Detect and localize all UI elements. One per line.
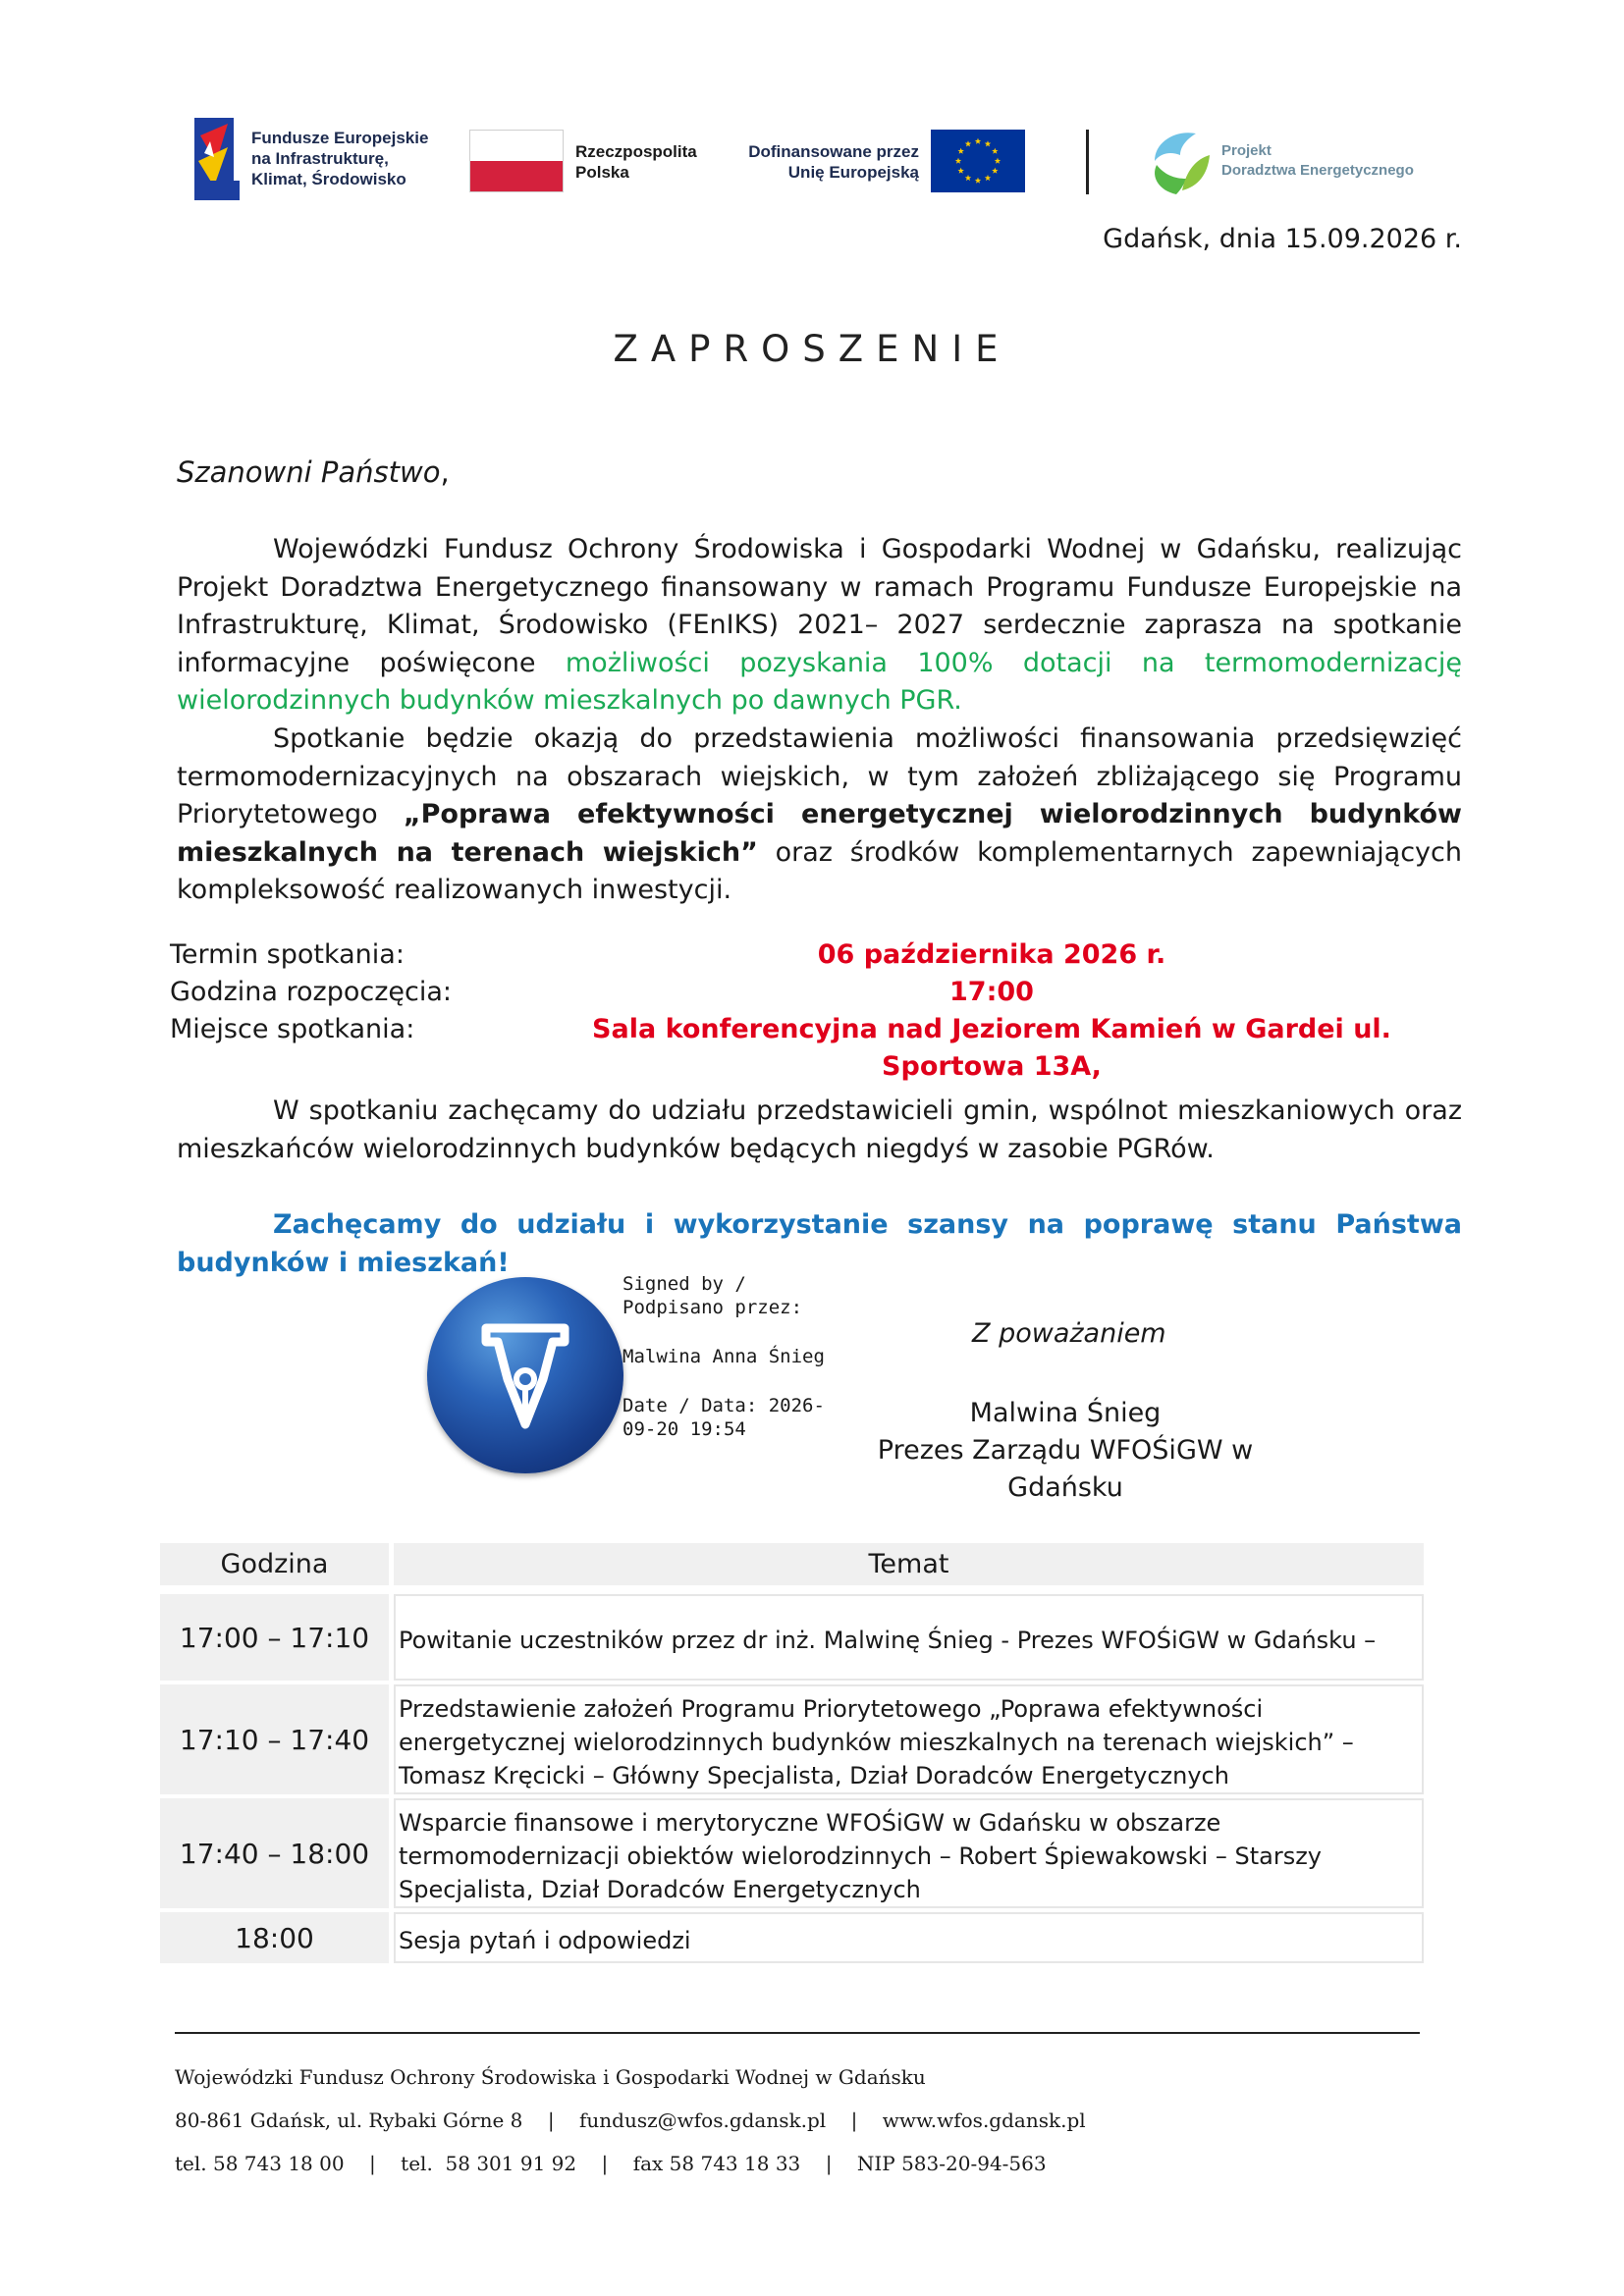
paragraph-invitation-lead: Wojewódzki Fundusz Ochrony Środowiska i Gospodarki Wodnej w Gdańsku, realizując Projekt Doradztwa Energetycznego finansowany w ramach Programu Fundusze Europejskie na Infrastrukturę, Klimat, Środowisko (FEnIKS) 2021– 2027 serdecznie zaprasza na spotkanie informacyjne poświęcone <box>177 534 1462 678</box>
eu-logo <box>736 130 1031 194</box>
pde-logo <box>1147 126 1422 202</box>
agenda-topic-text: Przedstawienie założeń Programu Priorytetowego „Poprawa efektywności energetycznej wielorodzinnych budynków mieszkalnych na terenach wiejskich” – Tomasz Kręcicki – Główny Specjalista, Dział Doradców Energetycznych <box>399 1695 1354 1789</box>
signature-badge <box>427 1277 623 1473</box>
program-name: „Poprawa efektywności energetycznej wielorodzinnych budynków mieszkalnych na terenach wiejskich” <box>177 799 1462 868</box>
signer-name: Malwina Śnieg <box>969 1398 1162 1428</box>
agenda-header-topic: Temat <box>394 1543 1424 1585</box>
document-date: Gdańsk, dnia 15.09.2026 r. <box>1103 224 1462 254</box>
paragraph-closing-text: Zachęcamy do udziału i wykorzystanie szansy na poprawę stanu Państwa budynków i mieszkań! <box>177 1209 1462 1278</box>
paragraph-audience-text: W spotkaniu zachęcamy do udziału przedstawicieli gmin, wspólnot mieszkaniowych oraz mieszkańców wielorodzinnych budynków będących niegdyś w zasobie PGRów. <box>177 1095 1462 1164</box>
feniks-logo-text <box>251 128 428 189</box>
eu-flag-icon <box>931 130 1025 192</box>
paragraph-invitation <box>177 531 1462 721</box>
agenda-time: 17:00 – 17:10 <box>160 1594 389 1681</box>
agenda-header-time: Godzina <box>160 1543 389 1585</box>
paragraph-program-lead: Spotkanie będzie okazją do przedstawienia możliwości finansowania przedsięwzięć termomodernizacyjnych na obszarach wiejskich, w tym założeń zbliżającego się Programu Priorytetowego <box>177 723 1462 830</box>
signature-date-line-2: 09-20 19:54 <box>623 1418 746 1440</box>
salutation-text: Szanowni Państwo <box>177 455 441 489</box>
feniks-line-2: na Infrastrukturę, <box>251 149 389 168</box>
agenda-time: 17:10 – 17:40 <box>160 1684 389 1794</box>
feniks-logo <box>194 116 460 204</box>
meeting-time-value: 17:00 <box>949 977 1034 1007</box>
meeting-place-value: Sala konferencyjna nad Jeziorem Kamień w Gardei ul. Sportowa 13A, <box>592 1014 1391 1082</box>
agenda-time: 17:40 – 18:00 <box>160 1798 389 1908</box>
pde-leaf-icon <box>1147 126 1212 196</box>
agenda-topic <box>394 1912 1424 1963</box>
paragraph-closing <box>177 1206 1462 1282</box>
salutation <box>177 455 450 489</box>
feniks-line-3: Klimat, Środowisko <box>251 170 406 188</box>
eu-line-2: Unię Europejską <box>787 163 919 182</box>
paragraph-program <box>177 721 1462 910</box>
pen-nib-icon <box>427 1277 623 1473</box>
rp-line-1: Rzeczpospolita <box>575 142 697 161</box>
meeting-date-label: Termin spotkania: <box>170 939 405 970</box>
closing-regards: Z poważaniem <box>972 1318 1166 1349</box>
meeting-date-value: 06 października 2026 r. <box>817 939 1166 970</box>
agenda-topic <box>394 1798 1424 1908</box>
rp-logo <box>469 130 725 198</box>
rp-line-2: Polska <box>575 163 629 182</box>
agenda-time: 18:00 <box>160 1912 389 1963</box>
meeting-place-label: Miejsce spotkania: <box>170 1014 415 1044</box>
footer-institution: Wojewódzki Fundusz Ochrony Środowiska i Gospodarki Wodnej w Gdańsku <box>175 2065 926 2089</box>
footer-address-contacts: 80-861 Gdańsk, ul. Rybaki Górne 8 | fundusz@wfos.gdansk.pl | www.wfos.gdansk.pl <box>175 2109 1086 2132</box>
pde-line-2: Doradztwa Energetycznego <box>1221 162 1414 179</box>
paragraph-invitation-highlight: możliwości pozyskania 100% dotacji na termomodernizację wielorodzinnych budynków mieszkalnych po dawnych PGR. <box>177 647 1462 717</box>
feniks-line-1: Fundusze Europejskie <box>251 129 429 147</box>
signed-by-line-1: Signed by / <box>623 1273 746 1295</box>
footer-phones: tel. 58 743 18 00 | tel. 58 301 91 92 | fax 58 743 18 33 | NIP 583-20-94-563 <box>175 2152 1047 2175</box>
agenda-topic <box>394 1594 1424 1681</box>
agenda-topic-text: Sesja pytań i odpowiedzi <box>399 1927 691 1954</box>
paragraph-audience <box>177 1093 1462 1168</box>
agenda-topic-text: Wsparcie finansowe i merytoryczne WFOŚiGW w Gdańsku w obszarze termomodernizacji obiektów wielorodzinnych – Robert Śpiewakowski – Starszy Specjalista, Dział Doradców Energetycznych <box>399 1809 1322 1903</box>
pde-line-1: Projekt <box>1221 142 1272 159</box>
rp-logo-text <box>575 141 697 183</box>
paragraph-program-tail: oraz środków komplementarnych zapewniających kompleksowość realizowanych inwestycji. <box>177 836 1462 906</box>
signer-name-stamp: Malwina Anna Śnieg <box>623 1346 825 1367</box>
feniks-logo-icon <box>194 118 240 200</box>
salutation-comma: , <box>440 455 450 489</box>
eu-line-1: Dofinansowane przez <box>748 142 919 161</box>
document-title: ZAPROSZENIE <box>613 328 1011 370</box>
logo-separator <box>1086 130 1089 194</box>
eu-logo-text <box>736 141 919 183</box>
signed-by-line-2: Podpisano przez: <box>623 1297 803 1318</box>
footer-rule <box>175 2032 1420 2034</box>
meeting-time-label: Godzina rozpoczęcia: <box>170 977 452 1007</box>
agenda-topic-text: Powitanie uczestników przez dr inż. Malwinę Śnieg - Prezes WFOŚiGW w Gdańsku – <box>399 1627 1377 1654</box>
poland-flag-icon <box>469 130 564 192</box>
signature-date-line-1: Date / Data: 2026- <box>623 1395 825 1416</box>
signer-title: Prezes Zarządu WFOŚiGW w Gdańsku <box>877 1435 1254 1503</box>
pde-logo-text <box>1221 141 1414 181</box>
agenda-topic <box>394 1684 1424 1794</box>
